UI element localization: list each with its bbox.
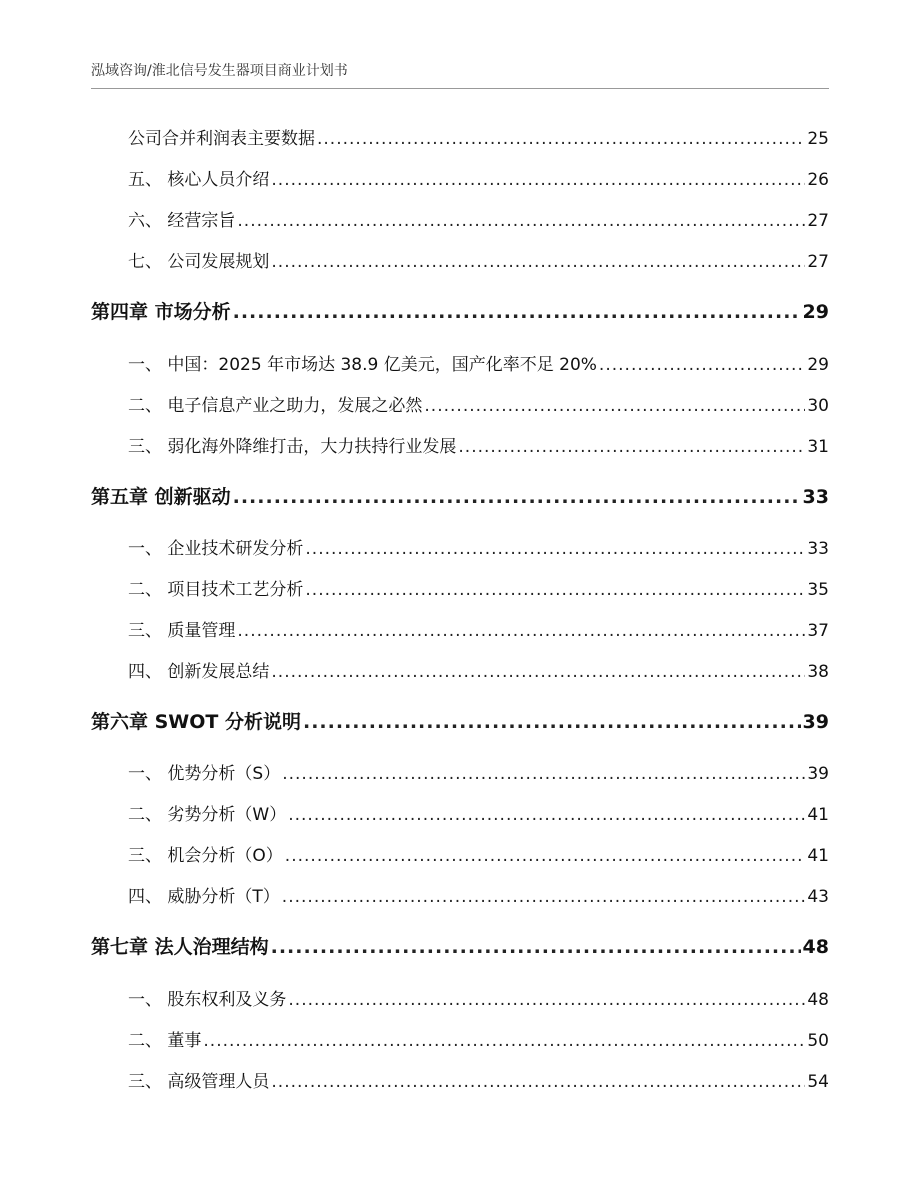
toc-leader-dots bbox=[237, 621, 805, 641]
toc-entry[interactable] bbox=[91, 882, 829, 907]
toc-page-number: 31 bbox=[807, 437, 829, 457]
toc-entry[interactable] bbox=[91, 206, 829, 231]
toc-page-number: 29 bbox=[807, 355, 829, 375]
toc-chapter-title: 第五章 创新驱动 bbox=[91, 486, 231, 508]
toc-entry-title: 四、 威胁分析（T） bbox=[128, 887, 280, 907]
toc-leader-dots bbox=[303, 711, 801, 733]
toc-entry-title: 一、 优势分析（S） bbox=[128, 764, 281, 784]
toc-leader-dots bbox=[271, 936, 801, 958]
toc-page-number: 30 bbox=[807, 396, 829, 416]
toc-leader-dots bbox=[233, 301, 801, 323]
toc-leader-dots bbox=[458, 437, 805, 457]
toc-page-number: 48 bbox=[807, 990, 829, 1010]
toc-entry[interactable] bbox=[91, 759, 829, 784]
toc-leader-dots bbox=[237, 211, 805, 231]
toc-page-number: 43 bbox=[807, 887, 829, 907]
toc-page-number: 38 bbox=[807, 662, 829, 682]
toc-page-number: 33 bbox=[802, 486, 829, 508]
toc-entry-title: 一、 中国：2025 年市场达 38.9 亿美元，国产化率不足 20% bbox=[128, 355, 597, 375]
header-divider bbox=[91, 88, 829, 89]
toc-entry-title: 三、 弱化海外降维打击，大力扶持行业发展 bbox=[128, 437, 457, 457]
toc-leader-dots bbox=[305, 539, 805, 559]
toc-leader-dots bbox=[271, 252, 805, 272]
toc-leader-dots bbox=[599, 355, 805, 375]
toc-chapter-title: 第六章 SWOT 分析说明 bbox=[91, 711, 301, 733]
toc-entry[interactable] bbox=[91, 124, 829, 149]
toc-page-number: 37 bbox=[807, 621, 829, 641]
toc-page-number: 27 bbox=[807, 252, 829, 272]
toc-entry[interactable] bbox=[91, 1026, 829, 1051]
toc-leader-dots bbox=[305, 580, 805, 600]
toc-entry[interactable] bbox=[91, 247, 829, 272]
toc-entry-title: 二、 项目技术工艺分析 bbox=[128, 580, 304, 600]
toc-page-number: 50 bbox=[807, 1031, 829, 1051]
toc-chapter-entry[interactable] bbox=[91, 932, 829, 956]
toc-chapter-entry[interactable] bbox=[91, 297, 829, 321]
toc-leader-dots bbox=[282, 887, 806, 907]
toc-entry[interactable] bbox=[91, 616, 829, 641]
toc-leader-dots bbox=[271, 1072, 805, 1092]
toc-entry[interactable] bbox=[91, 985, 829, 1010]
toc-entry[interactable] bbox=[91, 165, 829, 190]
toc-leader-dots bbox=[271, 662, 805, 682]
toc-page-number: 39 bbox=[807, 764, 829, 784]
toc-entry[interactable] bbox=[91, 800, 829, 825]
toc-entry-title: 五、 核心人员介绍 bbox=[128, 170, 270, 190]
toc-chapter-title: 第四章 市场分析 bbox=[91, 301, 231, 323]
toc-entry-title: 三、 质量管理 bbox=[128, 621, 236, 641]
running-header: 泓域咨询/淮北信号发生器项目商业计划书 bbox=[91, 63, 348, 79]
toc-page-number: 33 bbox=[807, 539, 829, 559]
toc-entry[interactable] bbox=[91, 575, 829, 600]
toc-entry-title: 二、 董事 bbox=[128, 1031, 202, 1051]
toc-entry[interactable] bbox=[91, 534, 829, 559]
toc-page-number: 27 bbox=[807, 211, 829, 231]
toc-page-number: 39 bbox=[802, 711, 829, 733]
toc-leader-dots bbox=[203, 1031, 805, 1051]
toc-chapter-entry[interactable] bbox=[91, 482, 829, 506]
toc-page-number: 26 bbox=[807, 170, 829, 190]
toc-leader-dots bbox=[424, 396, 805, 416]
toc-page-number: 54 bbox=[807, 1072, 829, 1092]
toc-entry-title: 四、 创新发展总结 bbox=[128, 662, 270, 682]
toc-entry-title: 七、 公司发展规划 bbox=[128, 252, 270, 272]
toc-entry[interactable] bbox=[91, 657, 829, 682]
toc-entry-title: 二、 电子信息产业之助力，发展之必然 bbox=[128, 396, 423, 416]
toc-entry[interactable] bbox=[91, 841, 829, 866]
toc-entry-title: 三、 高级管理人员 bbox=[128, 1072, 270, 1092]
toc-page-number: 35 bbox=[807, 580, 829, 600]
toc-entry[interactable] bbox=[91, 391, 829, 416]
toc-chapter-title: 第七章 法人治理结构 bbox=[91, 936, 269, 958]
toc-leader-dots bbox=[288, 990, 805, 1010]
toc-entry-title: 一、 企业技术研发分析 bbox=[128, 539, 304, 559]
toc-leader-dots bbox=[317, 129, 805, 149]
toc-entry-title: 三、 机会分析（O） bbox=[128, 846, 283, 866]
toc-page-number: 41 bbox=[807, 805, 829, 825]
toc-leader-dots bbox=[288, 805, 805, 825]
toc-entry[interactable] bbox=[91, 432, 829, 457]
toc-entry-title: 一、 股东权利及义务 bbox=[128, 990, 287, 1010]
toc-entry[interactable] bbox=[91, 1067, 829, 1092]
toc-entry[interactable] bbox=[91, 350, 829, 375]
toc-page-number: 29 bbox=[802, 301, 829, 323]
toc-leader-dots bbox=[233, 486, 801, 508]
toc-page-number: 41 bbox=[807, 846, 829, 866]
toc-leader-dots bbox=[282, 764, 805, 784]
toc-page-number: 25 bbox=[807, 129, 829, 149]
toc-leader-dots bbox=[285, 846, 806, 866]
toc-page-number: 48 bbox=[802, 936, 829, 958]
toc-entry-title: 二、 劣势分析（W） bbox=[128, 805, 287, 825]
toc-entry-title: 六、 经营宗旨 bbox=[128, 211, 236, 231]
toc-chapter-entry[interactable] bbox=[91, 707, 829, 731]
toc-leader-dots bbox=[271, 170, 805, 190]
toc-entry-title: 公司合并利润表主要数据 bbox=[128, 129, 315, 149]
